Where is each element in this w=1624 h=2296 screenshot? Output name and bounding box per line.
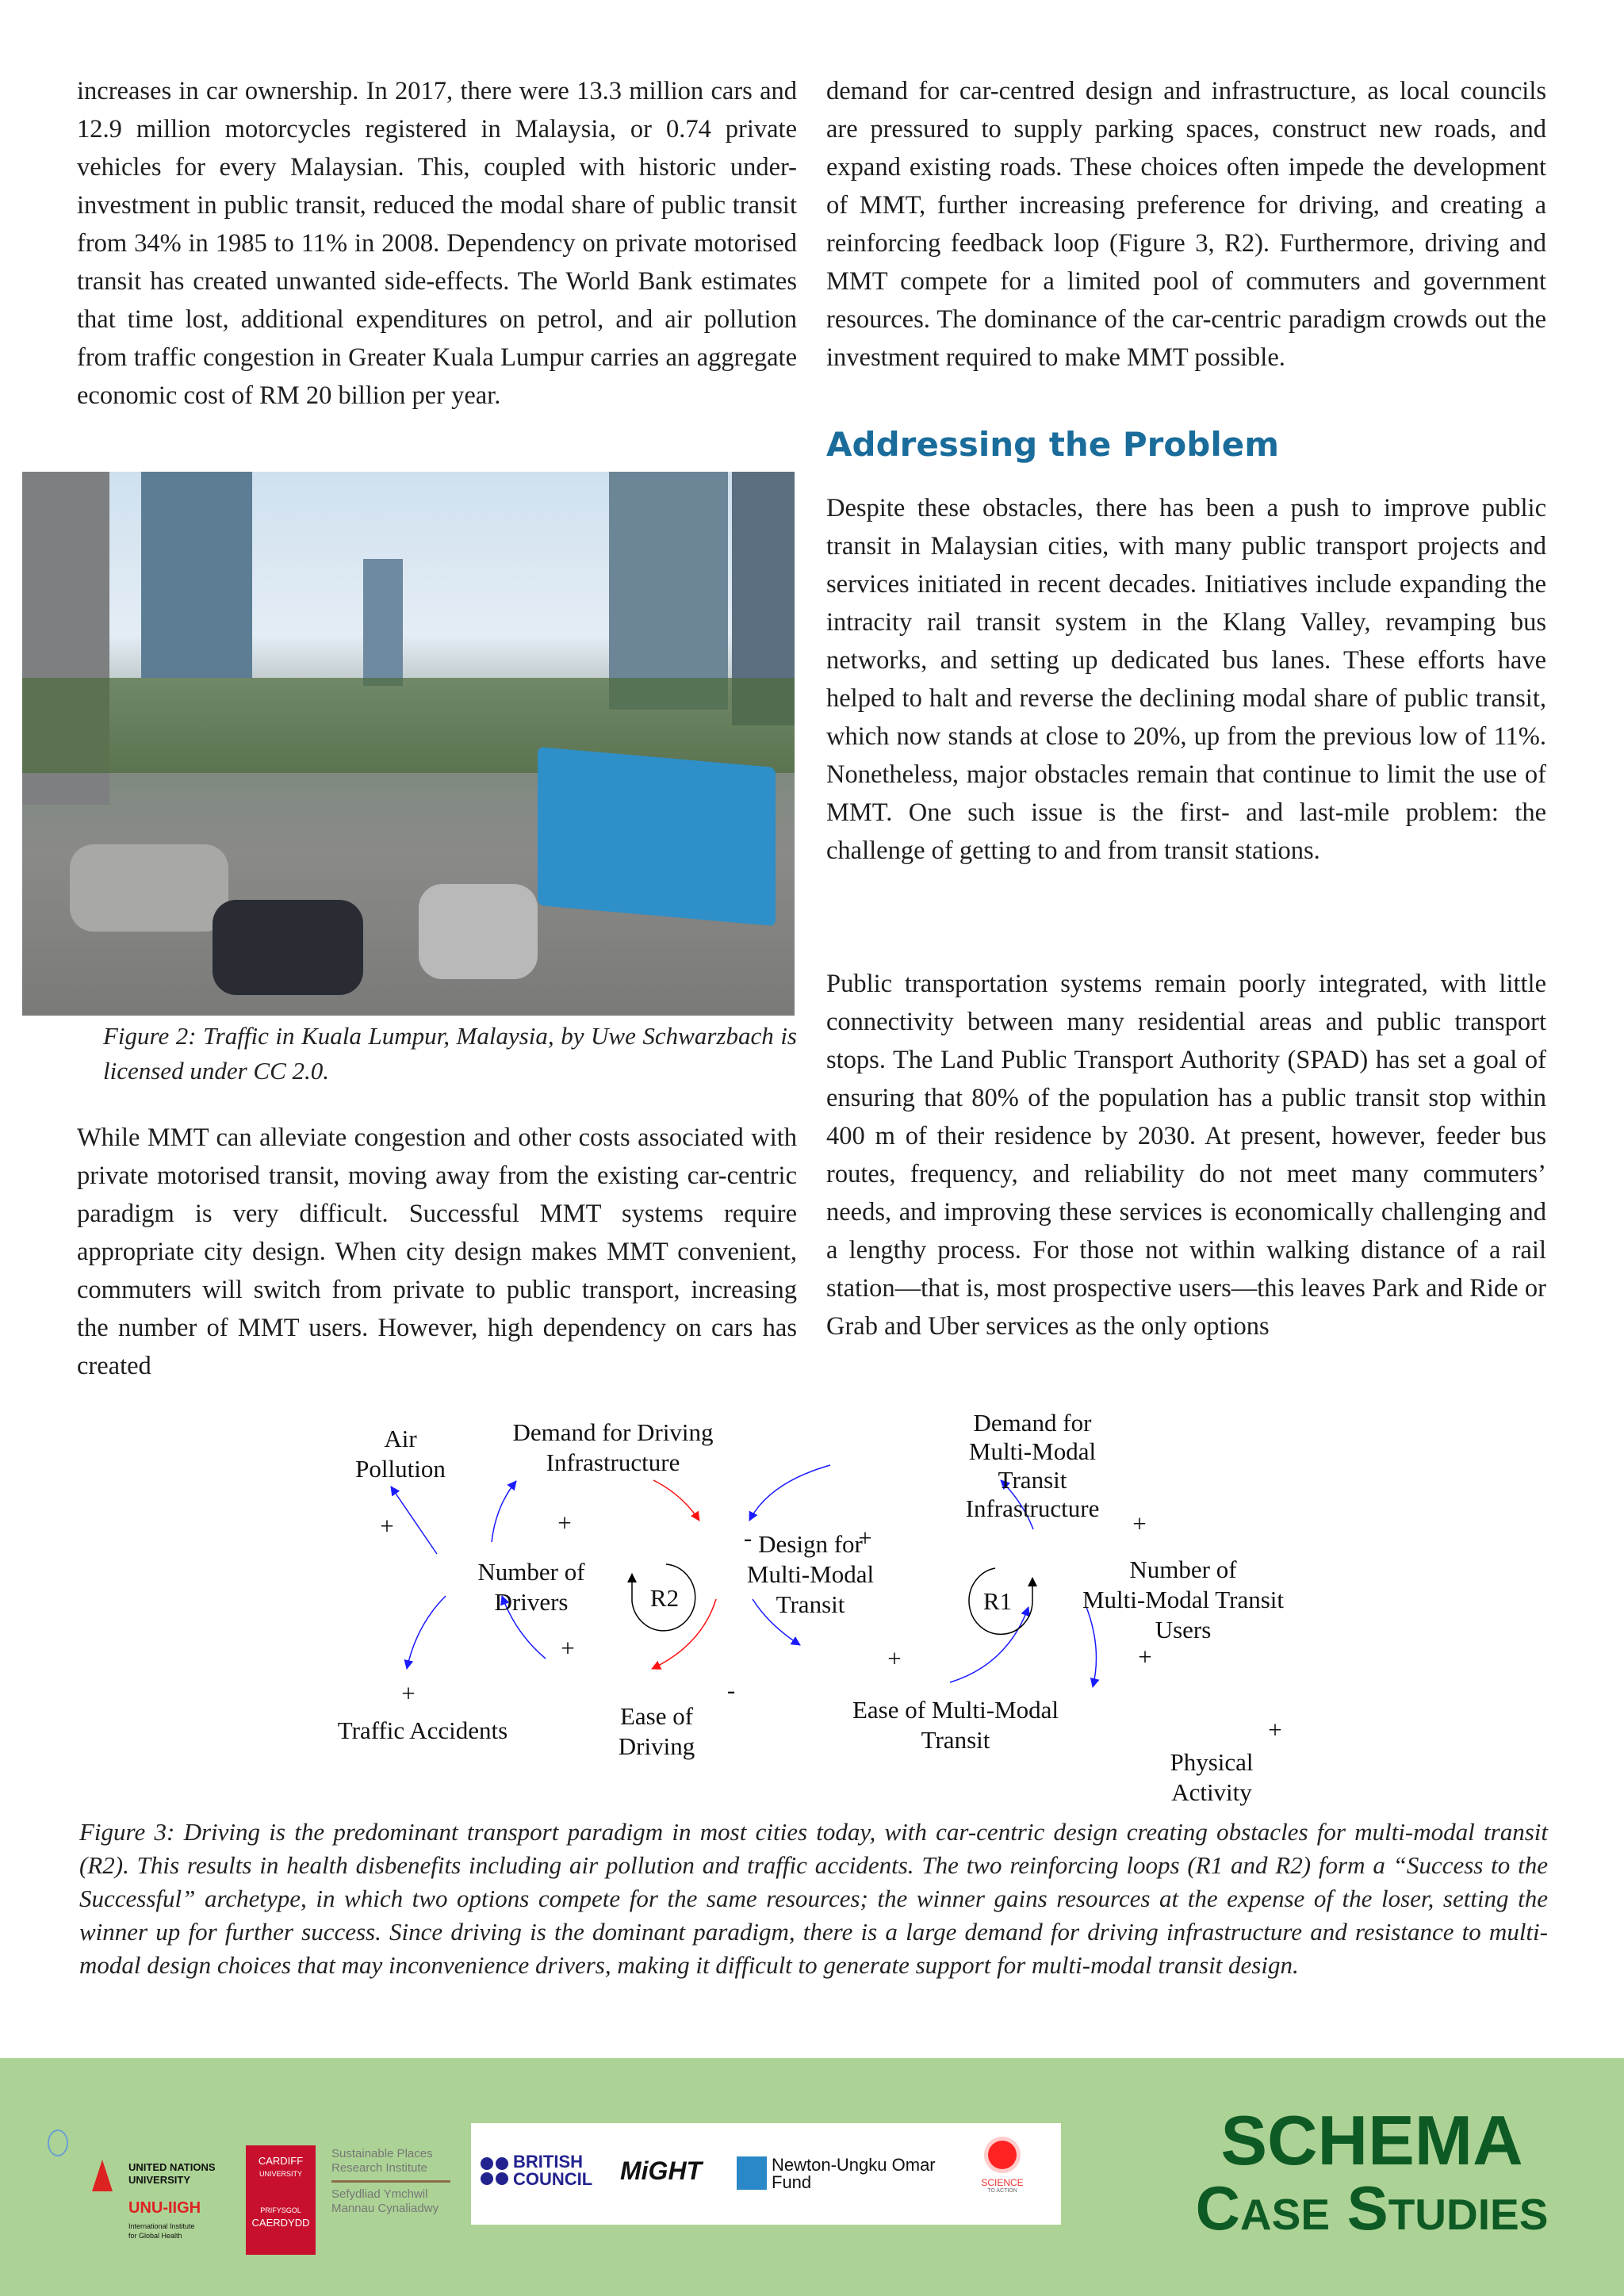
section-heading: Addressing the Problem bbox=[826, 425, 1279, 464]
node-demand-mmt-infrastructure: Demand for Multi-Modal Transit Infrastructure bbox=[965, 1411, 1100, 1522]
unu-triangle-icon bbox=[92, 2160, 113, 2191]
unu-name: UNITED NATIONS bbox=[128, 2161, 216, 2173]
polarity-sign: - bbox=[743, 1524, 753, 1552]
polarity-sign: + bbox=[557, 1509, 572, 1536]
polarity-sign: - bbox=[726, 1676, 736, 1704]
sun-icon bbox=[988, 2141, 1017, 2169]
body-paragraph: demand for car-centred design and infrastructure, as local councils are pressured to supply parking spaces, construct new roads, and expand existing roads. These choices often impede the development of MMT, further increasing preference for driving, and creating a reinforcing feedback loop (Figure 3, R2). Furthermore, driving and MMT compete for a limited pool of commuters and government resources. The dominance of the car-centric paradigm crowds out the investment required to make MMT possible. bbox=[826, 77, 1546, 372]
unu-name: UNIVERSITY bbox=[128, 2174, 191, 2186]
loop-label-r1: R1 bbox=[982, 1587, 1013, 1615]
node-traffic-accidents: Traffic Accidents bbox=[337, 1716, 508, 1744]
figure-2-caption: Figure 2: Traffic in Kuala Lumpur, Malaysia, by Uwe Schwarzbach is licensed under CC 2.0. bbox=[103, 1022, 797, 1085]
body-paragraph: Public transportation systems remain poorly integrated, with little connectivity between many residential areas and public transport stops. The Land Public Transport Authority (SPAD) has set a goal of ensuring that 80% of the population has a public transit stop within 400 m of their residence by 2030. At present, however, feeder bus routes, frequency, and reliability do not meet many commuters’ needs, and improving these services is economically challenging and a lengthy process. For those not within walking distance of a rail station—that is, most prospective users—this leaves Park and Ride or Grab and Uber services as the only options bbox=[826, 970, 1546, 1341]
un-emblem-icon bbox=[48, 2130, 68, 2156]
polarity-sign: + bbox=[561, 1634, 575, 1662]
link-demand-driving-design bbox=[653, 1480, 699, 1521]
link-drivers-demand-driving bbox=[492, 1481, 516, 1542]
polarity-sign: + bbox=[1132, 1510, 1147, 1537]
node-physical-activity: Physical Activity bbox=[1170, 1748, 1254, 1806]
link-drivers-air-pollution bbox=[391, 1487, 437, 1554]
polarity-sign: + bbox=[887, 1644, 902, 1672]
polarity-sign: + bbox=[1268, 1716, 1282, 1743]
loop-label-r2: R2 bbox=[649, 1584, 680, 1612]
polarity-sign: + bbox=[1138, 1643, 1152, 1670]
node-air-pollution: Air Pollution bbox=[355, 1425, 446, 1483]
polarity-sign: + bbox=[401, 1679, 416, 1707]
partner-logos-panel bbox=[471, 2123, 1061, 2225]
newton-fund-logo: Newton-Ungku Omar Fund bbox=[737, 2156, 936, 2191]
polarity-sign: + bbox=[858, 1524, 872, 1552]
link-demand-mmt-design bbox=[749, 1465, 830, 1521]
node-ease-of-driving: Ease of Driving bbox=[618, 1702, 695, 1760]
british-council-dots-icon bbox=[481, 2157, 508, 2185]
body-paragraph: While MMT can alleviate congestion and other costs associated with private motorised transit, moving away from the existing car-centric paradigm is very difficult. Successful MMT systems require appropriate city design. When city design makes MMT convenient, commuters will switch from private to public transport, increasing the number of MMT users. However, high dependency on cars has created bbox=[77, 1123, 797, 1380]
link-users-physical-activity bbox=[1086, 1607, 1097, 1687]
case-studies-title: Case Studies bbox=[1195, 2173, 1549, 2243]
spri-logo: Sustainable Places Research Institute Sefydliad Ymchwil Mannau Cynaliadwy bbox=[331, 2147, 450, 2216]
science-to-action-logo: SCIENCE TO ACTION bbox=[979, 2141, 1026, 2194]
node-number-of-drivers: Number of Drivers bbox=[477, 1558, 585, 1616]
link-drivers-traffic-accidents bbox=[407, 1596, 446, 1669]
body-paragraph: increases in car ownership. In 2017, there were 13.3 million cars and 12.9 million motorcycles registered in Malaysia, or 0.74 private vehicles for every Malaysian. This, coupled with historic under-investment in public transit, reduced the modal share of public transit from 34% in 1985 to 11% in 2008. Dependency on private motorised transit has created unwanted side-effects. The World Bank estimates that time lost, additional expenditures on petrol, and air pollution from traffic congestion in Greater Kuala Lumpur carries an aggregate economic cost of RM 20 billion per year. bbox=[77, 77, 797, 410]
cardiff-logo: CARDIFF UNIVERSITY PRIFYSGOL CAERDYDD bbox=[246, 2145, 316, 2255]
british-council-logo: BRITISH COUNCIL bbox=[481, 2153, 592, 2188]
unu-subtitle: International Institute bbox=[128, 2222, 195, 2230]
unu-iigh-label: UNU-IIGH bbox=[128, 2199, 201, 2217]
node-design-mmt: Design for Multi-Modal Transit bbox=[746, 1530, 875, 1618]
newton-fund-icon bbox=[737, 2156, 767, 2190]
traffic-photo bbox=[22, 472, 795, 1016]
node-demand-driving-infrastructure: Demand for Driving Infrastructure bbox=[512, 1418, 714, 1476]
body-paragraph: Despite these obstacles, there has been a push to improve public transit in Malaysian cities, with many public transport projects and services initiated in recent decades. Initiatives include expanding the intracity rail transit system in the Klang Valley, revamping bus networks, and setting up dedicated bus lanes. These efforts have helped to halt and reverse the declining modal share of public transit, which now stands at close to 20%, up from the previous low of 11%. Nonetheless, major obstacles remain that continue to limit the use of MMT. One such issue is the first- and last-mile problem: the challenge of getting to and from transit stations. bbox=[826, 494, 1546, 865]
schema-title: SCHEMA bbox=[1220, 2101, 1523, 2179]
might-logo: MiGHT bbox=[620, 2156, 703, 2185]
causal-loop-diagram bbox=[301, 1411, 1332, 1808]
unu-subtitle: for Global Health bbox=[128, 2232, 182, 2240]
node-ease-of-mmt: Ease of Multi-Modal Transit bbox=[852, 1696, 1059, 1754]
link-ease-mmt-users bbox=[950, 1607, 1028, 1682]
schema-case-studies-title bbox=[1174, 2101, 1570, 2243]
figure-3-caption: Figure 3: Driving is the predominant transport paradigm in most cities today, with car-centric design creating obstacles for multi-modal transit (R2). This results in health disbenefits including air pollution and traffic accidents. The two reinforcing loops (R1 and R2) form a “Success to the Successful” archetype, in which two options compete for the same resources; the winner gains resources at the expense of the loser, setting the winner up for further success. Since driving is the dominant paradigm, there is a large demand for driving infrastructure and resistance to multi-modal design choices that may inconvenience drivers, making it difficult to generate support for multi-modal transit design. bbox=[79, 1818, 1548, 1979]
polarity-sign: + bbox=[380, 1512, 394, 1540]
node-number-of-mmt-users: Number of Multi-Modal Transit Users bbox=[1082, 1556, 1285, 1644]
